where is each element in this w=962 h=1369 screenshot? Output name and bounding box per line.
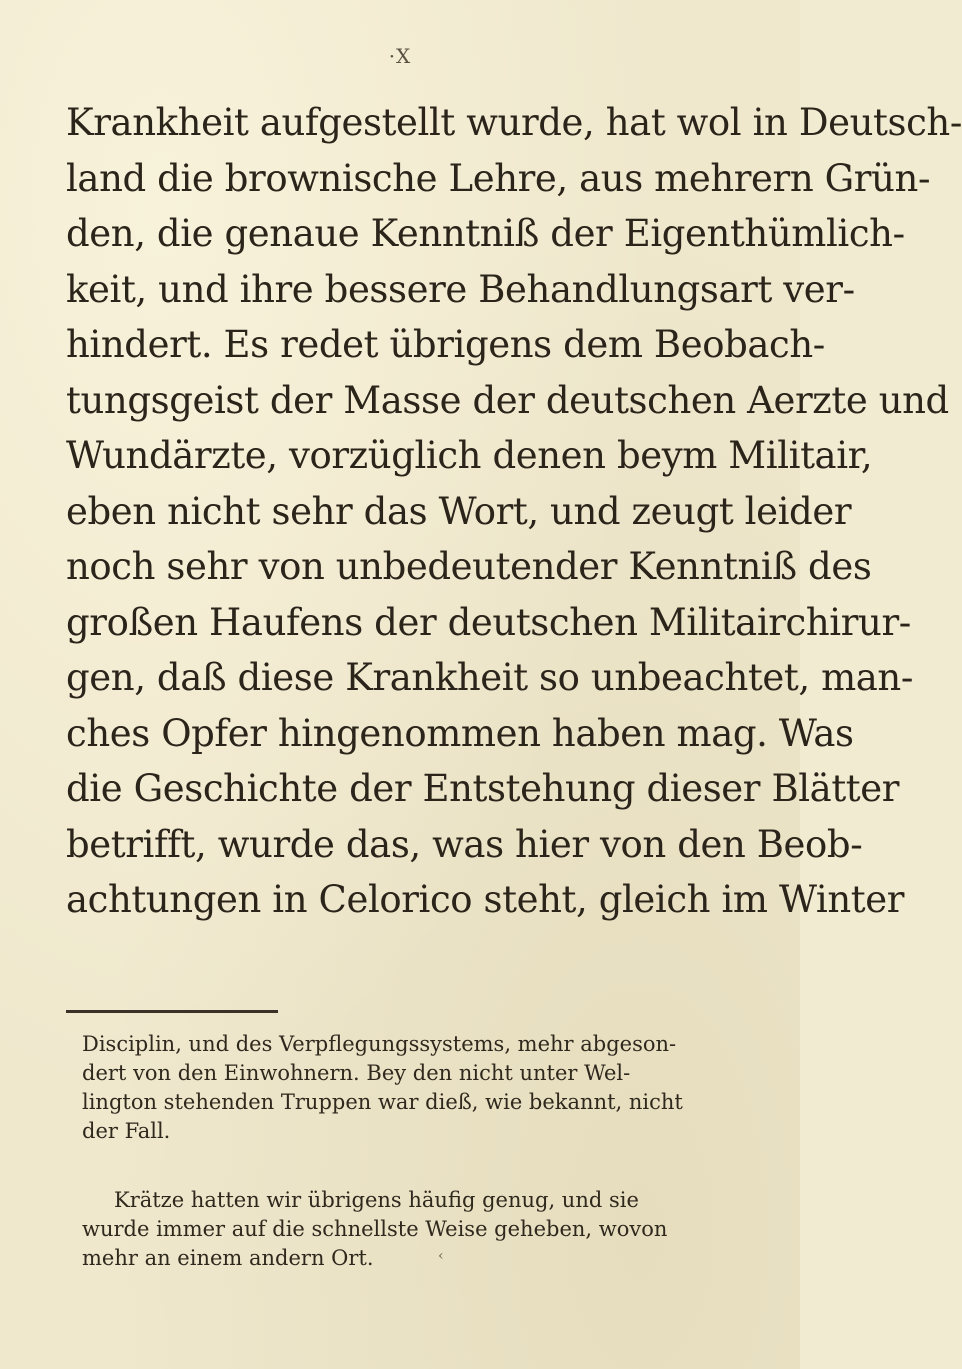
text-line: gen, daß diese Krankheit so unbeachtet, man- xyxy=(66,656,913,699)
text-line: die Geschichte der Entstehung dieser Blätter xyxy=(66,767,900,810)
text-line: betrifft, wurde das, was hier von den Beob- xyxy=(66,822,863,866)
signature-mark: ·X xyxy=(388,44,412,68)
footnote-line: dert von den Einwohnern. Bey den nicht unter Wel- xyxy=(82,1061,631,1085)
footnote-line: wurde immer auf die schnellste Weise geheben, wovon xyxy=(82,1217,668,1241)
footnote-divider xyxy=(66,1010,278,1013)
main-text-block xyxy=(66,95,962,928)
footnote-line: Disciplin, und des Verpflegungssystems, mehr abgeson- xyxy=(82,1032,677,1056)
footnote-line: lington stehenden Truppen war dieß, wie bekannt, nicht xyxy=(82,1090,683,1114)
text-line: ches Opfer hingenommen haben mag. Was xyxy=(66,711,854,755)
footnotes xyxy=(82,1030,762,1273)
footnote-gap xyxy=(82,1146,762,1186)
text-line: achtungen in Celorico steht, gleich im Winter xyxy=(66,878,905,921)
text-line: Wundärzte, vorzüglich denen beym Militair, xyxy=(66,434,873,477)
footnote-line: Krätze hatten wir übrigens häufig genug, und sie xyxy=(114,1188,639,1212)
text-line: Krankheit aufgestellt wurde, hat wol in Deutsch- xyxy=(66,101,962,144)
footnote-line: mehr an einem andern Ort. xyxy=(82,1246,374,1270)
text-line: noch sehr von unbedeutender Kenntniß des xyxy=(66,545,872,588)
text-line: den, die genaue Kenntniß der Eigenthümlich- xyxy=(66,212,905,255)
text-line: großen Haufens der deutschen Militairchirur- xyxy=(66,600,911,644)
text-line: hindert. Es redet übrigens dem Beobach- xyxy=(66,323,825,366)
text-line: tungsgeist der Masse der deutschen Aerzte und xyxy=(66,378,949,422)
text-line: land die brownische Lehre, aus mehrern Grün- xyxy=(66,156,931,200)
text-line: keit, und ihre bessere Behandlungsart ver- xyxy=(66,267,855,311)
text-line: eben nicht sehr das Wort, und zeugt leider xyxy=(66,489,852,533)
footnote-line: der Fall. xyxy=(82,1119,171,1143)
footnote-kraetze xyxy=(82,1186,762,1273)
footnote-continued xyxy=(82,1030,762,1146)
bottom-mark: ‹ xyxy=(438,1248,444,1264)
